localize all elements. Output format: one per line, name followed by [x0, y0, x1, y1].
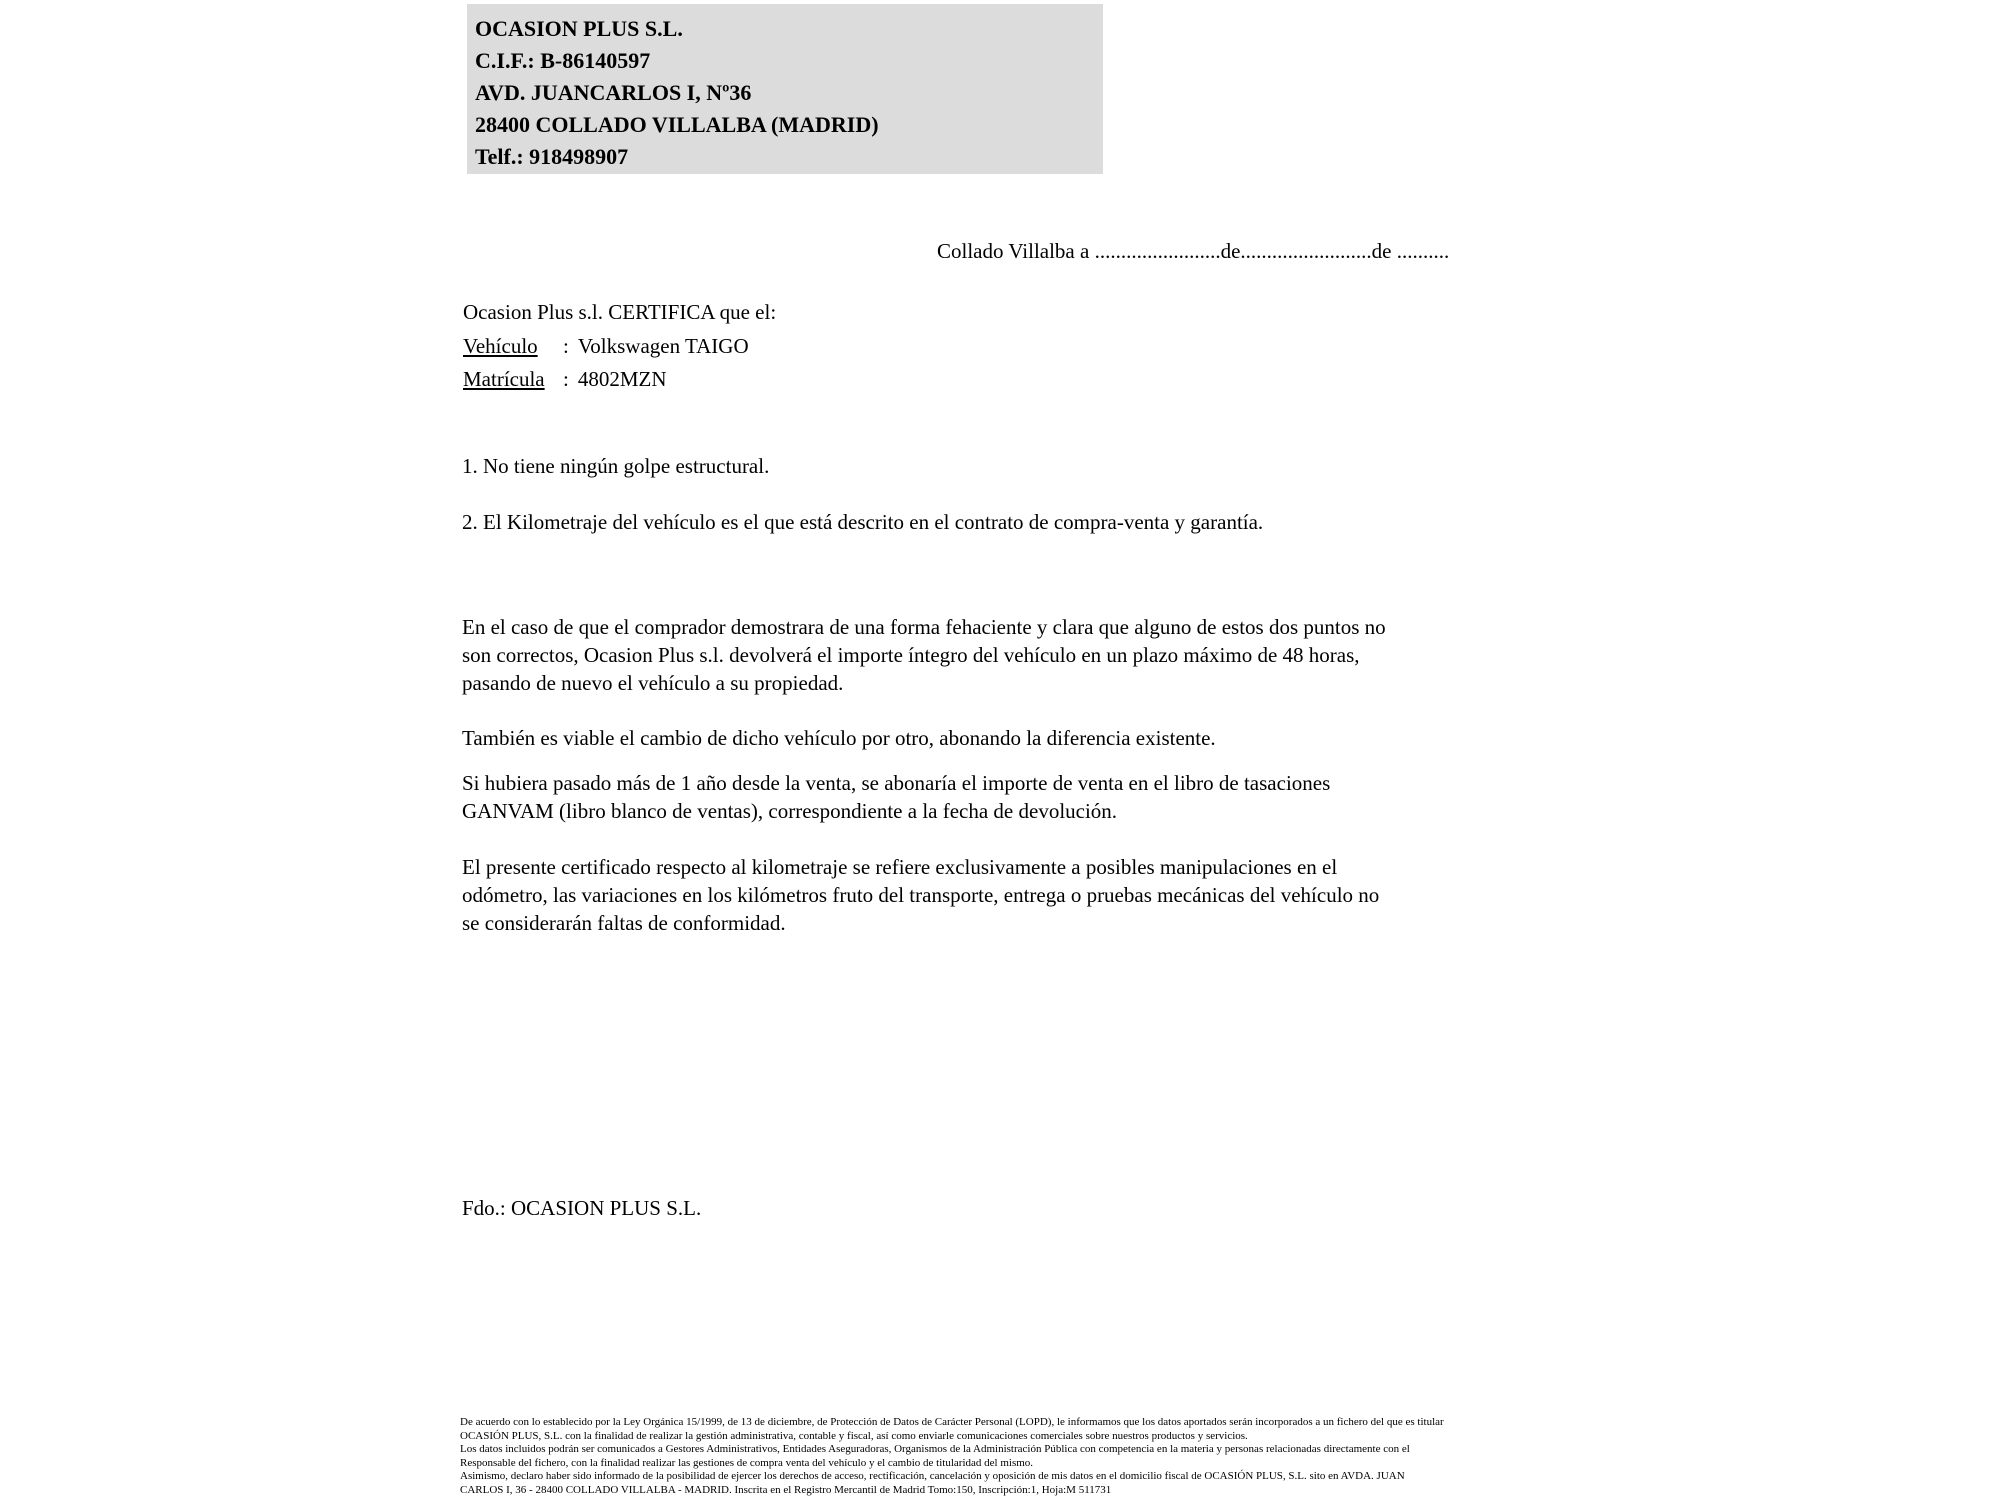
- ganvam-paragraph-line: Si hubiera pasado más de 1 año desde la venta, se abonaría el importe de venta en el libro de tasaciones: [462, 771, 1331, 795]
- odometer-paragraph-line: se considerarán faltas de conformidad.: [462, 911, 786, 935]
- ganvam-paragraph: [462, 769, 1330, 825]
- vehicle-label: Vehículo: [463, 333, 538, 358]
- refund-paragraph: [462, 613, 1386, 697]
- date-line: Collado Villalba a ........................de.........................de ..........: [937, 239, 1450, 263]
- refund-paragraph-line: son correctos, Ocasion Plus s.l. devolverá el importe íntegro del vehículo en un plazo máximo de 48 horas,: [462, 643, 1360, 667]
- exchange-paragraph: [462, 724, 1216, 752]
- letterhead: [467, 4, 1103, 174]
- clause-mileage: 2. El Kilometraje del vehículo es el que está descrito en el contrato de compra-venta y garantía.: [462, 510, 1264, 534]
- company-cif: C.I.F.: B-86140597: [475, 48, 651, 73]
- odometer-paragraph-line: odómetro, las variaciones en los kilómetros fruto del transporte, entrega o pruebas mecánicas del vehículo no: [462, 883, 1380, 907]
- plate-separator: :: [563, 367, 569, 391]
- vehicle-value: Volkswagen TAIGO: [577, 333, 749, 358]
- vehicle-separator: :: [563, 333, 569, 358]
- legal-footer-line: De acuerdo con lo establecido por la Ley Orgánica 15/1999, de 13 de diciembre, de Protección de Datos de Carácter Personal (LOPD), le informamos que los datos aportados serán incorporados a un fichero del que es titular: [460, 1416, 1444, 1428]
- company-city: 28400 COLLADO VILLALBA (MADRID): [475, 112, 879, 137]
- certification-block: [463, 296, 776, 397]
- ganvam-paragraph-line: GANVAM (libro blanco de ventas), correspondiente a la fecha de devolución.: [462, 799, 1118, 823]
- plate-field: [463, 363, 776, 397]
- plate-label-cell: [463, 363, 563, 397]
- company-street: AVD. JUANCARLOS I, Nº36: [475, 80, 752, 105]
- company-name: OCASION PLUS S.L.: [475, 16, 683, 41]
- clause-structural: 1. No tiene ningún golpe estructural.: [462, 454, 770, 478]
- odometer-paragraph: [462, 853, 1379, 937]
- odometer-paragraph-line: El presente certificado respecto al kilometraje se refiere exclusivamente a posibles manipulaciones en el: [462, 855, 1338, 879]
- signature-line: Fdo.: OCASION PLUS S.L.: [462, 1196, 702, 1220]
- exchange-paragraph-line: También es viable el cambio de dicho vehículo por otro, abonando la diferencia existente.: [462, 726, 1216, 750]
- vehicle-label-cell: [463, 330, 563, 364]
- refund-paragraph-line: pasando de nuevo el vehículo a su propiedad.: [462, 671, 844, 695]
- certification-intro: Ocasion Plus s.l. CERTIFICA que el:: [463, 300, 777, 324]
- legal-footer-line: CARLOS I, 36 - 28400 COLLADO VILLALBA - MADRID. Inscrita en el Registro Mercantil de Madrid Tomo:150, Inscripción:1, Hoja:M 511731: [460, 1483, 1112, 1496]
- plate-label: Matrícula: [463, 367, 545, 391]
- refund-paragraph-line: En el caso de que el comprador demostrara de una forma fehaciente y clara que alguno de estos dos puntos no: [462, 615, 1386, 639]
- legal-footer-line: Los datos incluidos podrán ser comunicados a Gestores Administrativos, Entidades Aseguradoras, Organismos de la Administración Pública con competencia en la materia y personas relacionadas directamente con el: [460, 1443, 1410, 1455]
- legal-footer-line: OCASIÓN PLUS, S.L. con la finalidad de realizar la gestión administrativa, contable y fiscal, así como enviarle comunicaciones comerciales sobre nuestros productos y servicios.: [460, 1429, 1248, 1442]
- company-phone: Telf.: 918498907: [475, 144, 629, 169]
- legal-footer-line: Asimismo, declaro haber sido informado de la posibilidad de ejercer los derechos de acceso, rectificación, cancelación y oposición de mis datos en el domicilio fiscal de OCASIÓN PLUS, S.L. sito en AVDA. JUAN: [460, 1470, 1405, 1482]
- legal-footer-line: Responsable del fichero, con la finalidad realizar las gestiones de compra venta del vehículo y el cambio de titularidad del mismo.: [460, 1456, 1034, 1469]
- legal-footer: [460, 1416, 1444, 1497]
- plate-value: 4802MZN: [577, 367, 667, 391]
- vehicle-field: [463, 330, 776, 364]
